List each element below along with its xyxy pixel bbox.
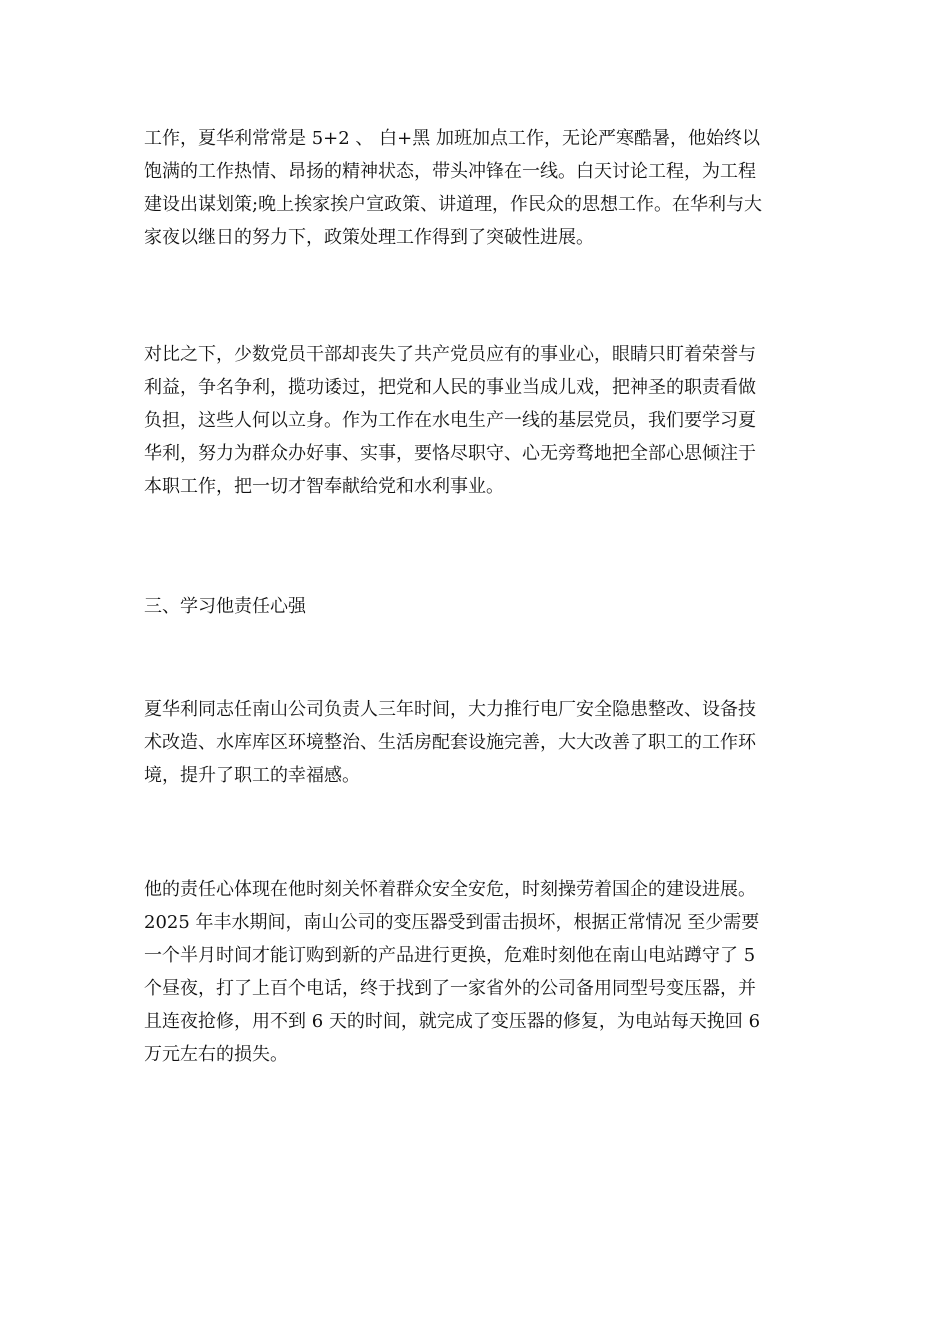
text-line: 饱满的工作热情、昂扬的精神状态，带头冲锋在一线。白天讨论工程，为工程 xyxy=(144,161,756,182)
text-line: 工作，夏华利常常是 5+2 、 白+黑 加班加点工作，无论严寒酷暑，他始终以 xyxy=(144,128,760,149)
heading-line: 三、学习他责任心强 xyxy=(144,596,306,617)
text-line: 且连夜抢修，用不到 6 天的时间，就完成了变压器的修复，为电站每天挽回 6 xyxy=(144,1011,761,1032)
text-line: 对比之下，少数党员干部却丧失了共产党员应有的事业心，眼睛只盯着荣誉与 xyxy=(144,344,756,365)
paragraph-contrast xyxy=(144,338,814,503)
text-line: 个昼夜，打了上百个电话，终于找到了一家省外的公司备用同型号变压器，并 xyxy=(144,978,756,999)
text-line: 他的责任心体现在他时刻关怀着群众安全安危，时刻操劳着国企的建设进展。 xyxy=(144,879,756,900)
text-line: 夏华利同志任南山公司负责人三年时间，大力推行电厂安全隐患整改、设备技 xyxy=(144,699,756,720)
text-line: 术改造、水库库区环境整治、生活房配套设施完善，大大改善了职工的工作环 xyxy=(144,732,756,753)
text-line: 2025 年丰水期间，南山公司的变压器受到雷击损坏，根据正常情况 至少需要 xyxy=(144,912,760,933)
text-line: 家夜以继日的努力下，政策处理工作得到了突破性进展。 xyxy=(144,227,594,248)
text-line: 建设出谋划策;晚上挨家挨户宣政策、讲道理，作民众的思想工作。在华利与大 xyxy=(144,194,763,215)
text-line: 华利，努力为群众办好事、实事，要恪尽职守、心无旁骛地把全部心思倾注于 xyxy=(144,443,756,464)
paragraph-overtime-work xyxy=(144,122,814,254)
paragraph-improvements xyxy=(144,693,814,792)
text-line: 境，提升了职工的幸福感。 xyxy=(144,765,360,786)
text-line: 负担，这些人何以立身。作为工作在水电生产一线的基层党员，我们要学习夏 xyxy=(144,410,756,431)
section-heading xyxy=(144,590,814,623)
text-line: 一个半月时间才能订购到新的产品进行更换，危难时刻他在南山电站蹲守了 5 xyxy=(144,945,756,966)
paragraph-transformer-repair xyxy=(144,873,814,1071)
text-line: 利益，争名争利，揽功诿过，把党和人民的事业当成儿戏，把神圣的职责看做 xyxy=(144,377,756,398)
text-line: 本职工作，把一切才智奉献给党和水利事业。 xyxy=(144,476,504,497)
text-line: 万元左右的损失。 xyxy=(144,1044,288,1065)
